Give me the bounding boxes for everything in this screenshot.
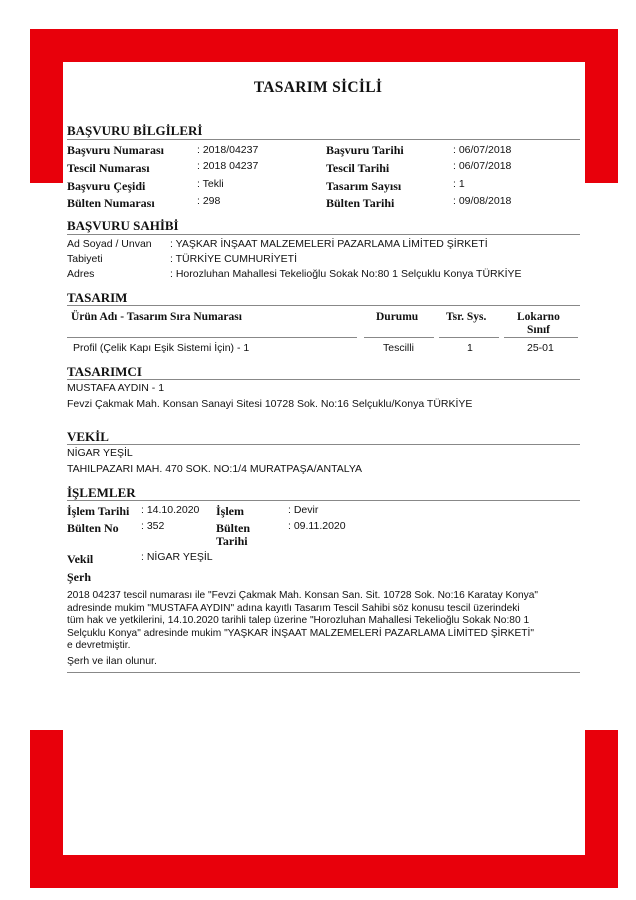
- divider: [67, 305, 580, 306]
- field-label: Tescil Tarihi: [326, 161, 390, 175]
- field-value: : 09/08/2018: [453, 195, 512, 207]
- divider: [67, 139, 580, 140]
- serh-line: 2018 04237 tescil numarası ile "Fevzi Çakmak Mah. Konsan San. Sit. 10728 Sok. No:16 Karatay Konya": [67, 590, 539, 601]
- field-label: Başvuru Çeşidi: [67, 179, 146, 193]
- serh-label: Şerh: [67, 570, 91, 584]
- frame-top-left-leg: [30, 29, 63, 183]
- islem-label: İşlem: [216, 504, 244, 518]
- section-tasarimci-heading: TASARIMCI: [67, 364, 142, 379]
- field-value: : Tekli: [197, 178, 224, 190]
- column-header-lokarno: Lokarno: [517, 311, 560, 323]
- owner-label: Ad Soyad / Unvan: [67, 238, 152, 250]
- field-label: Tescil Numarası: [67, 161, 150, 175]
- column-header-tsr-sys: Tsr. Sys.: [446, 311, 487, 323]
- owner-label: Tabiyeti: [67, 253, 103, 265]
- column-header-durumu: Durumu: [376, 311, 419, 323]
- column-underline: [504, 337, 578, 338]
- page-title: TASARIM SİCİLİ: [253, 79, 383, 96]
- field-label: Başvuru Tarihi: [326, 143, 404, 157]
- frame-top-right-leg: [585, 29, 618, 183]
- field-value: : 2018/04237: [197, 144, 259, 156]
- field-label: Tasarım Sayısı: [326, 179, 402, 193]
- attorney-name: NİGAR YEŞİL: [67, 447, 133, 459]
- divider: [67, 379, 580, 380]
- serh-footer: Şerh ve ilan olunur.: [67, 655, 157, 667]
- owner-value: : Horozluhan Mahallesi Tekelioğlu Sokak No:80 1 Selçuklu Konya TÜRKİYE: [170, 268, 522, 280]
- frame-bottom-bar: [30, 855, 618, 888]
- section-islemler-heading: İŞLEMLER: [67, 485, 136, 500]
- designer-address: Fevzi Çakmak Mah. Konsan Sanayi Sitesi 10728 Sok. No:16 Selçuklu/Konya TÜRKİYE: [67, 398, 473, 410]
- field-label: Başvuru Numarası: [67, 143, 165, 157]
- islem-value: : Devir: [288, 504, 319, 516]
- bulten-no-label: Bülten No: [67, 521, 119, 535]
- divider: [67, 672, 580, 673]
- column-header-urun-adi: Ürün Adı - Tasarım Sıra Numarası: [71, 311, 242, 323]
- field-value: : 1: [453, 178, 465, 190]
- serh-paragraph: [67, 590, 581, 653]
- divider: [67, 234, 580, 235]
- column-underline: [364, 337, 434, 338]
- islem-tarihi-value: : 14.10.2020: [141, 504, 200, 516]
- field-value: : 2018 04237: [197, 160, 259, 172]
- serh-line: tüm hak ve yetkilerini, 14.10.2020 tarihli talep üzerine "Horozluhan Mahallesi Tekelioğlu Sokak No:80 1: [67, 615, 530, 626]
- field-value: : 298: [197, 195, 221, 207]
- divider: [67, 444, 580, 445]
- table-cell: 1: [467, 342, 473, 354]
- designer-name: MUSTAFA AYDIN - 1: [67, 382, 165, 394]
- vekil-label: Vekil: [67, 552, 94, 566]
- column-underline: [439, 337, 499, 338]
- field-label: Bülten Numarası: [67, 196, 155, 210]
- table-cell: Tescilli: [383, 342, 414, 354]
- owner-value: : TÜRKİYE CUMHURİYETİ: [170, 253, 297, 265]
- owner-label: Adres: [67, 268, 95, 280]
- serh-line: Selçuklu Konya" adresinde mukim "YAŞKAR İNŞAAT MALZEMELERİ PAZARLAMA LİMİTED ŞİRKETİ": [67, 627, 534, 639]
- divider: [67, 500, 580, 501]
- section-basvuru-sahibi-heading: BAŞVURU SAHİBİ: [67, 218, 179, 233]
- field-value: : 06/07/2018: [453, 160, 512, 172]
- serh-line: e devretmiştir.: [67, 640, 131, 651]
- bulten-tarihi-value: : 09.11.2020: [288, 520, 346, 532]
- column-header-sinif: Sınıf: [527, 324, 551, 336]
- table-cell: Profil (Çelik Kapı Eşik Sistemi İçin) - 1: [73, 342, 250, 354]
- section-vekil-heading: VEKİL: [67, 429, 109, 444]
- vekil-value: : NİGAR YEŞİL: [141, 551, 213, 563]
- section-tasarim-heading: TASARIM: [67, 290, 128, 305]
- bulten-tarihi-label: Tarihi: [216, 534, 248, 548]
- attorney-address: TAHILPAZARI MAH. 470 SOK. NO:1/4 MURATPAŞA/ANTALYA: [67, 463, 363, 475]
- bulten-no-value: : 352: [141, 520, 165, 532]
- field-label: Bülten Tarihi: [326, 196, 395, 210]
- owner-value: : YAŞKAR İNŞAAT MALZEMELERİ PAZARLAMA LİMİTED ŞİRKETİ: [170, 238, 488, 250]
- table-cell: 25-01: [527, 342, 554, 354]
- frame-top-bar: [30, 29, 618, 62]
- serh-line: adresinde mukim "MUSTAFA AYDIN" adına kayıtlı Tasarım Tescil Sahibi söz konusu tescil üzerindeki: [67, 602, 520, 614]
- field-value: : 06/07/2018: [453, 144, 512, 156]
- column-underline: [67, 337, 357, 338]
- bulten-tarihi-label: Bülten: [216, 521, 251, 535]
- islem-tarihi-label: İşlem Tarihi: [67, 504, 130, 518]
- section-basvuru-bilgileri-heading: BAŞVURU BİLGİLERİ: [67, 123, 203, 138]
